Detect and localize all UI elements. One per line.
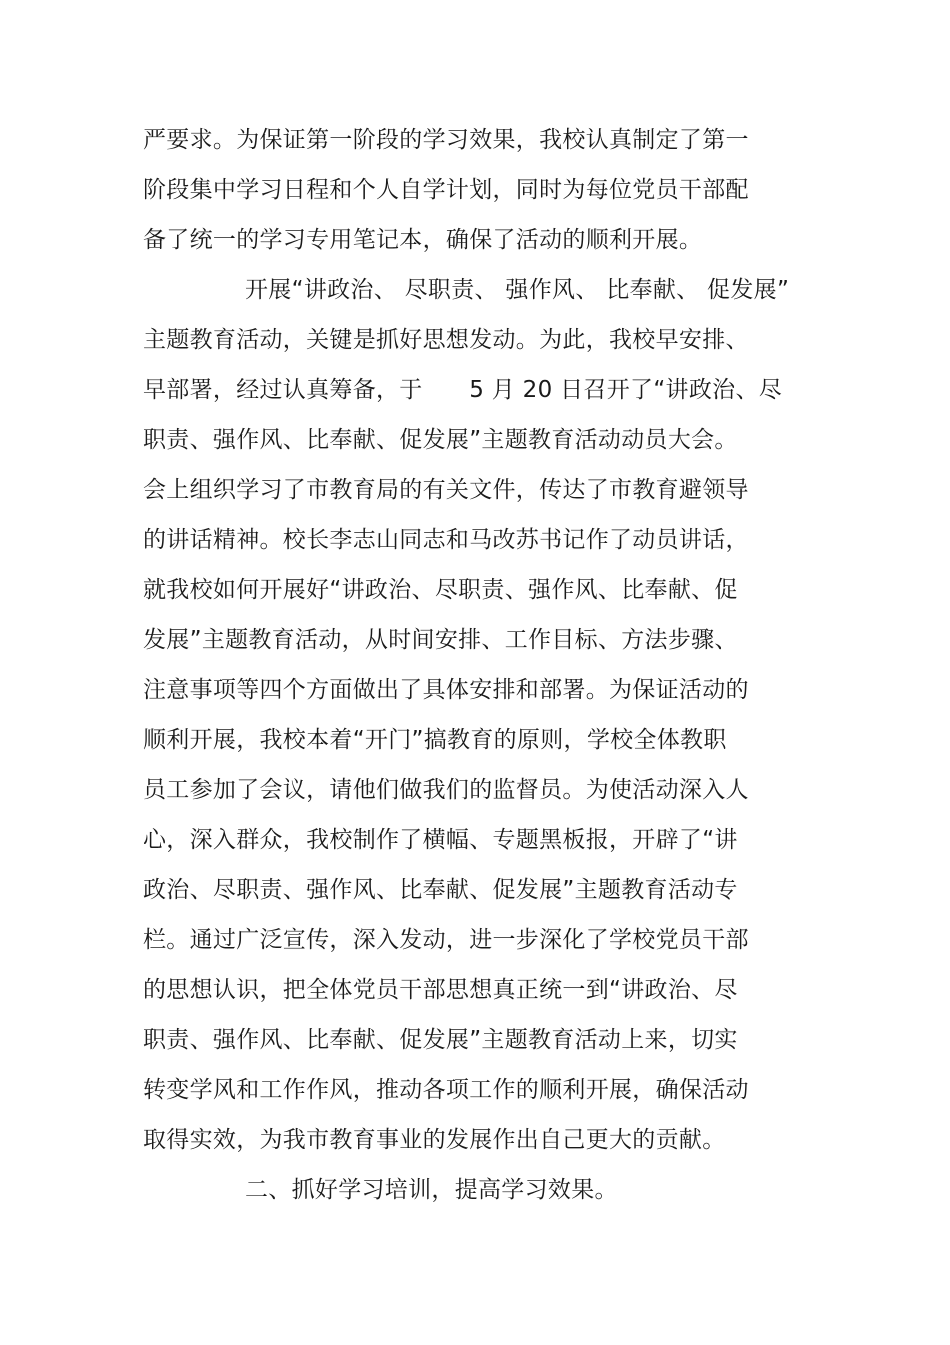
text-line: 注意事项等四个方面做出了具体安排和部署。为保证活动的 (143, 677, 749, 703)
text-line: 会上组织学习了市教育局的有关文件，传达了市教育避领导 (143, 477, 749, 503)
text-line: 的讲话精神。校长李志山同志和马改苏书记作了动员讲话， (143, 527, 749, 553)
text-line: 严要求。为保证第一阶段的学习效果，我校认真制定了第一 (143, 127, 749, 153)
text-line: 政治、尽职责、强作风、比奉献、促发展”主题教育活动专 (143, 877, 738, 903)
text-line: 顺利开展，我校本着“开门”搞教育的原则，学校全体教职 (143, 727, 727, 753)
text-line: 职责、强作风、比奉献、促发展”主题教育活动动员大会。 (143, 427, 738, 453)
text-line: 阶段集中学习日程和个人自学计划，同时为每位党员干部配 (143, 177, 749, 203)
text-line: 心，深入群众，我校制作了横幅、专题黑板报，开辟了“讲 (143, 827, 738, 853)
text-line: 栏。通过广泛宣传，深入发动，进一步深化了学校党员干部 (143, 927, 749, 953)
text-line: 取得实效，为我市教育事业的发展作出自己更大的贡献。 (143, 1127, 726, 1153)
text-line: 就我校如何开展好“讲政治、尽职责、强作风、比奉献、促 (143, 577, 738, 603)
text-line: 备了统一的学习专用笔记本，确保了活动的顺利开展。 (143, 227, 703, 253)
paragraph-first-line: 开展“讲政治、 尽职责、 强作风、 比奉献、 促发展” (245, 277, 790, 303)
text-line: 早部署，经过认真筹备，于 5 月 20 日召开了“讲政治、尽 (143, 377, 783, 403)
text-line: 发展”主题教育活动，从时间安排、工作目标、方法步骤、 (143, 627, 738, 653)
section-heading: 二、抓好学习培训，提高学习效果。 (245, 1177, 618, 1203)
text-line: 员工参加了会议，请他们做我们的监督员。为使活动深入人 (143, 777, 749, 803)
text-line: 的思想认识，把全体党员干部思想真正统一到“讲政治、尽 (143, 977, 738, 1003)
text-line: 转变学风和工作作风，推动各项工作的顺利开展，确保活动 (143, 1077, 749, 1103)
text-line: 主题教育活动，关键是抓好思想发动。为此，我校早安排、 (143, 327, 749, 353)
text-line: 职责、强作风、比奉献、促发展”主题教育活动上来，切实 (143, 1027, 738, 1053)
